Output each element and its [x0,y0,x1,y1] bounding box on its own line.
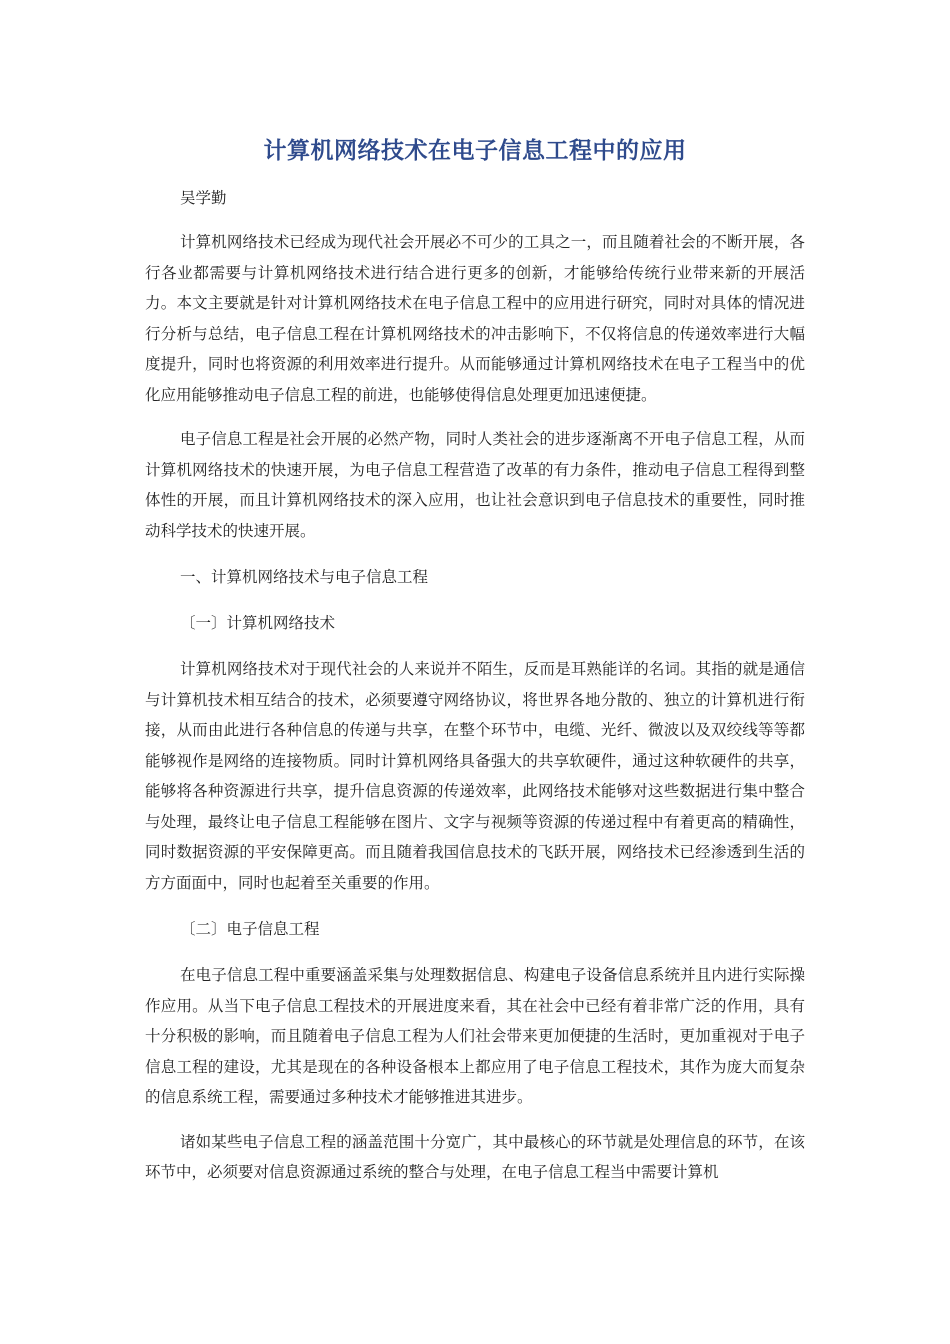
spacer [145,592,805,608]
document-body [145,184,805,1188]
spacer [145,546,805,562]
intro-paragraph: 电子信息工程是社会开展的必然产物，同时人类社会的进步逐渐离不开电子信息工程，从而计算机网络技术的快速开展，为电子信息工程营造了改革的有力条件，推动电子信息工程得到整体性的开展，而且计算机网络技术的深入应用，也让社会意识到电子信息技术的重要性，同时推动科学技术的快速开展。 [145,430,805,540]
spacer [145,638,805,654]
subsection-1-paragraph: 计算机网络技术对于现代社会的人来说并不陌生，反而是耳熟能详的名词。其指的就是通信与计算机技术相互结合的技术，必须要遵守网络协议，将世界各地分散的、独立的计算机进行衔接，从而由此进行各种信息的传递与共享，在整个环节中，电缆、光纤、微波以及双绞线等等都能够视作是网络的连接物质。同时计算机网络具备强大的共享软硬件，通过这种软硬件的共享，能够将各种资源进行共享，提升信息资源的传递效率，此网络技术能够对这些数据进行集中整合与处理，最终让电子信息工程能够在图片、文字与视频等资源的传递过程中有着更高的精确性，同时数据资源的平安保障更高。而且随着我国信息技术的飞跃开展，网络技术已经渗透到生活的方方面面中，同时也起着至关重要的作用。 [145,660,805,892]
abstract-paragraph: 计算机网络技术已经成为现代社会开展必不可少的工具之一，而且随着社会的不断开展，各行各业都需要与计算机网络技术进行结合进行更多的创新，才能够给传统行业带来新的开展活力。本文主要就是针对计算机网络技术在电子信息工程中的应用进行研究，同时对具体的情况进行分析与总结，电子信息工程在计算机网络技术的冲击影响下，不仅将信息的传递效率进行大幅度提升，同时也将资源的利用效率进行提升。从而能够通过计算机网络技术在电子工程当中的优化应用能够推动电子信息工程的前进，也能够使得信息处理更加迅速便捷。 [145,233,805,404]
spacer [145,944,805,960]
spacer [145,410,805,424]
subsection-2-paragraph-2: 诸如某些电子信息工程的涵盖范围十分宽广，其中最核心的环节就是处理信息的环节，在该环节中，必须要对信息资源通过系统的整合与处理，在电子信息工程当中需要计算机 [145,1132,805,1181]
section-heading-1: 一、计算机网络技术与电子信息工程 [180,568,429,586]
spacer [145,898,805,914]
subsection-heading-1: 〔一〕计算机网络技术 [180,614,336,632]
spacer [145,213,805,227]
author-name: 吴学勤 [180,189,227,207]
subsection-2-paragraph: 在电子信息工程中重要涵盖采集与处理数据信息、构建电子设备信息系统并且内进行实际操作应用。从当下电子信息工程技术的开展进度来看，其在社会中已经有着非常广泛的作用，具有十分积极的影响，而且随着电子信息工程为人们社会带来更加便捷的生活时，更加重视对于电子信息工程的建设，尤其是现在的各种设备根本上都应用了电子信息工程技术，其作为庞大而复杂的信息系统工程，需要通过多种技术才能够推进其进步。 [145,966,805,1106]
spacer [145,1113,805,1127]
document-title: 计算机网络技术在电子信息工程中的应用 [263,138,687,164]
subsection-heading-2: 〔二〕电子信息工程 [180,920,320,938]
